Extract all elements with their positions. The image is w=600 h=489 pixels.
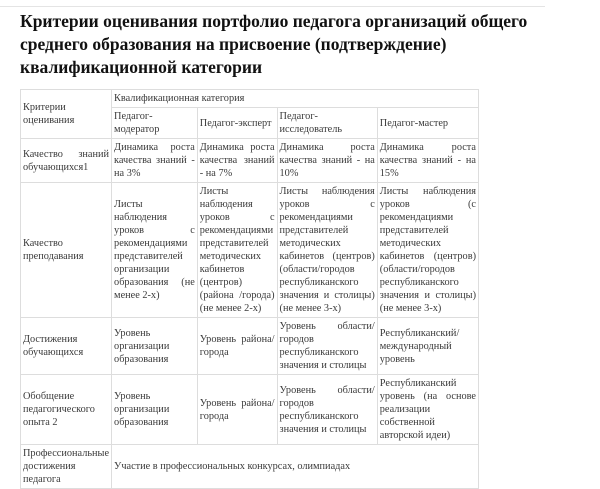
table-cell: Уровень района/ города bbox=[197, 318, 277, 375]
table-cell: Уровень области/ городов республиканского значения и столицы bbox=[277, 318, 377, 375]
table-header-row bbox=[21, 90, 479, 108]
category-header: Квалификационная категория bbox=[112, 90, 479, 108]
table-cell: Республиканский/ международный уровень bbox=[377, 318, 478, 375]
criterion-cell: Качество преподавания bbox=[21, 183, 112, 318]
table-row bbox=[21, 318, 479, 375]
column-header: Педагог-модератор bbox=[112, 108, 198, 139]
table-cell: Листы наблюдения уроков с рекомендациями представителей методических кабинетов (центров) (района /города) (не менее 2-х) bbox=[197, 183, 277, 318]
criterion-cell: Профессиональные достижения педагога bbox=[21, 445, 112, 489]
table-cell: Участие в профессиональных конкурсах, олимпиадах bbox=[112, 445, 479, 489]
table-row bbox=[21, 139, 479, 183]
column-header: Педагог-эксперт bbox=[197, 108, 277, 139]
table-row bbox=[21, 445, 479, 489]
criteria-table bbox=[20, 89, 479, 489]
table-cell: Листы наблюдения уроков с рекомендациями представителей методических кабинетов (центров) (области/городов республиканского значения и столицы) (не менее 3-х) bbox=[277, 183, 377, 318]
table-cell: Листы наблюдения уроков (с рекомендациями представителей методических кабинетов (центров) (области/городов республиканского значения и столицы) (не менее 3-х) bbox=[377, 183, 478, 318]
table-cell: Республиканский уровень (на основе реализации собственной авторской идеи) bbox=[377, 375, 478, 445]
table-cell: Динамика роста качества знаний - на 15% bbox=[377, 139, 478, 183]
criterion-cell: Достижения обучающихся bbox=[21, 318, 112, 375]
table-row bbox=[21, 375, 479, 445]
table-cell: Уровень организации образования bbox=[112, 318, 198, 375]
column-header: Педагог-исследователь bbox=[277, 108, 377, 139]
criteria-header: Критерии оценивания bbox=[21, 90, 112, 139]
divider bbox=[0, 6, 545, 7]
table-cell: Уровень области/ городов республиканского значения и столицы bbox=[277, 375, 377, 445]
column-header: Педагог-мастер bbox=[377, 108, 478, 139]
table-cell: Динамика роста качества знаний - на 10% bbox=[277, 139, 377, 183]
criterion-cell: Обобщение педагогического опыта 2 bbox=[21, 375, 112, 445]
table-cell: Динамика роста качества знаний - на 7% bbox=[197, 139, 277, 183]
table-row bbox=[21, 183, 479, 318]
page-title: Критерии оценивания портфолио педагога организаций общего среднего образования на присвоение (подтверждение) квалификационной категории bbox=[20, 11, 528, 77]
criterion-cell: Качество знаний обучающихся1 bbox=[21, 139, 112, 183]
table-cell: Листы наблюдения уроков с рекомендациями представителей организации образования (не менее 2-х) bbox=[112, 183, 198, 318]
table-cell: Динамика роста качества знаний - на 3% bbox=[112, 139, 198, 183]
table-cell: Уровень района/ города bbox=[197, 375, 277, 445]
table-cell: Уровень организации образования bbox=[112, 375, 198, 445]
